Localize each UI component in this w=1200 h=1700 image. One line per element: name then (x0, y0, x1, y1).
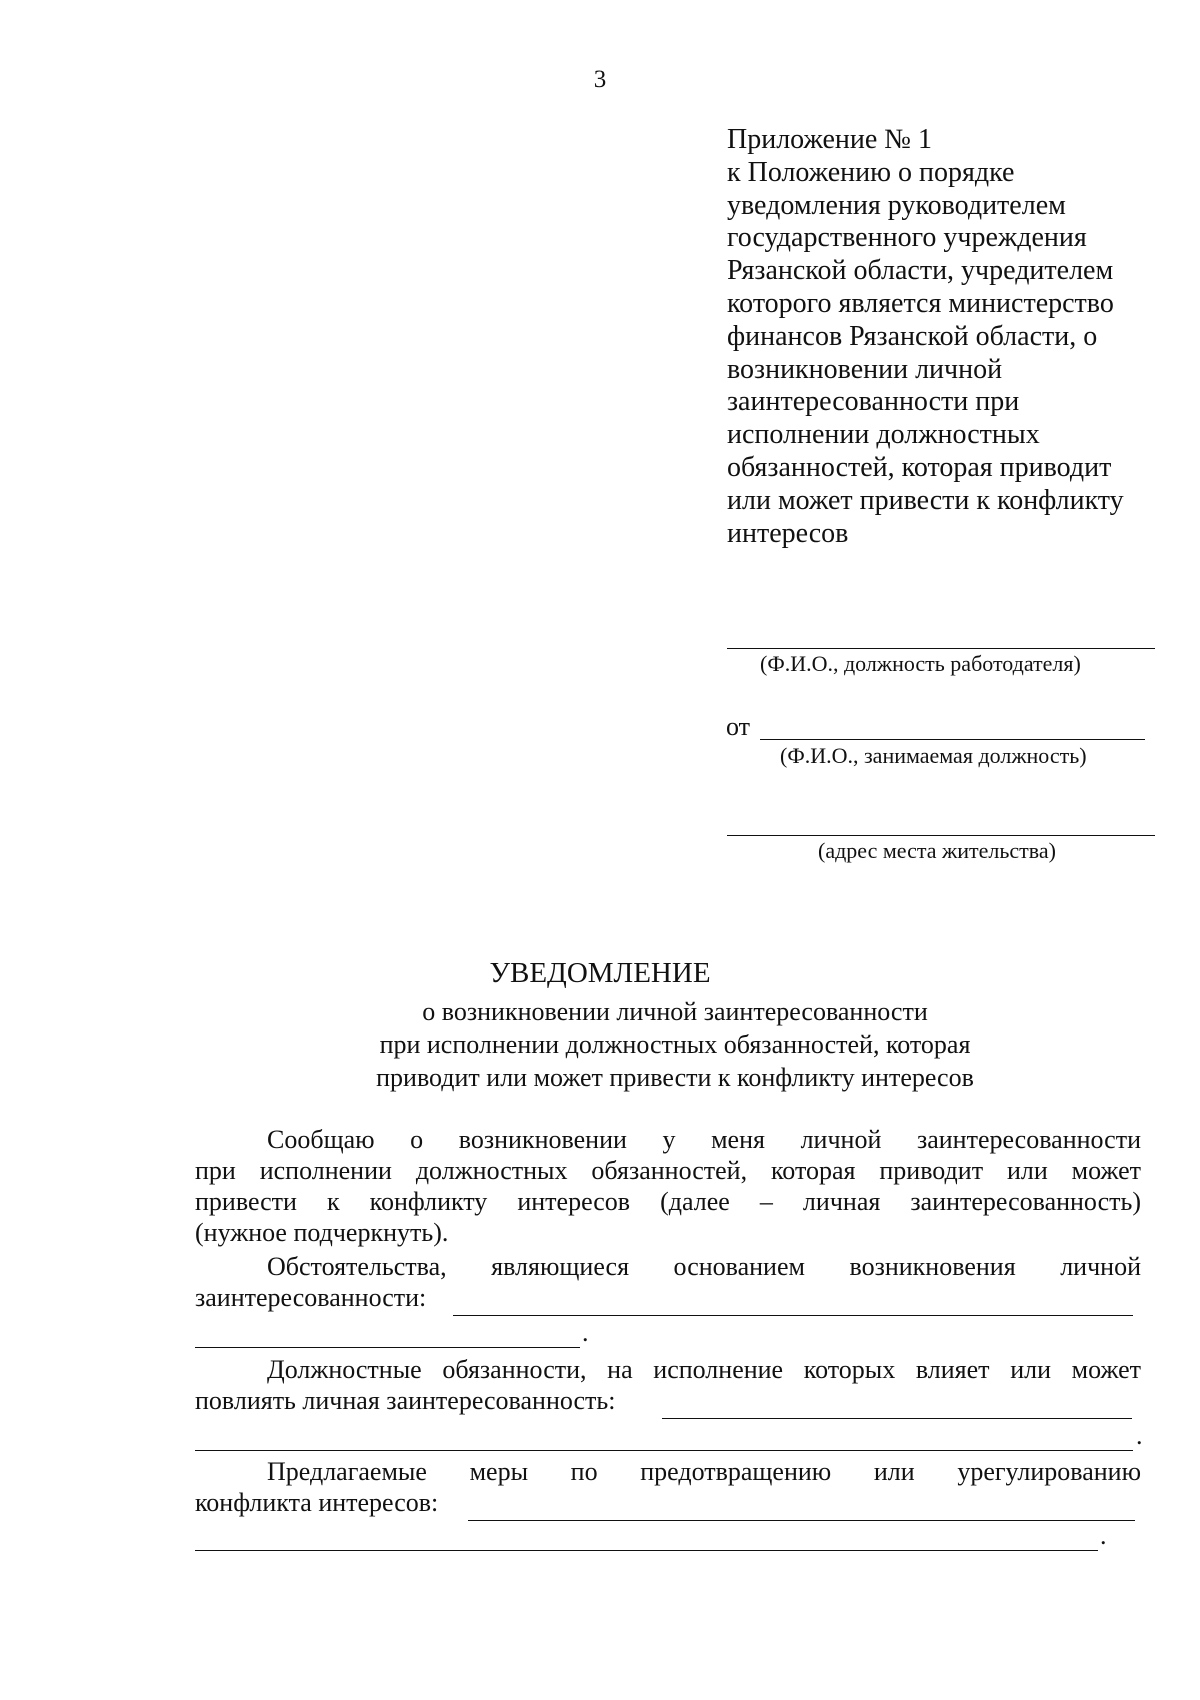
period: . (1100, 1521, 1107, 1550)
body-paragraph-line: (нужное подчеркнуть). (195, 1218, 449, 1247)
appendix-line: обязанностей, которая приводит (727, 451, 1112, 483)
address-blank[interactable] (727, 835, 1155, 836)
appendix-line: уведомления руководителем (727, 189, 1066, 221)
duties-label: Должностные обязанности, на исполнение которых влияет или может (267, 1355, 1141, 1384)
appendix-line: к Положению о порядке (727, 156, 1015, 188)
period: . (1136, 1421, 1143, 1450)
appendix-line: которого является министерство (727, 287, 1114, 319)
appendix-line: финансов Рязанской области, о (727, 320, 1098, 352)
measures-blank-cont[interactable] (195, 1550, 1098, 1551)
appendix-line: Рязанской области, учредителем (727, 255, 1114, 287)
appendix-line: государственного учреждения (727, 222, 1087, 254)
circumstances-label-cont: заинтересованности: (195, 1283, 427, 1312)
employer-caption: (Ф.И.О., должность работодателя) (760, 651, 1081, 676)
notice-subtitle-line: о возникновении личной заинтересованности (422, 997, 928, 1026)
appendix-line: заинтересованности при (727, 386, 1020, 418)
period: . (582, 1318, 589, 1347)
duties-blank-cont[interactable] (195, 1450, 1133, 1451)
notice-subtitle-line: при исполнении должностных обязанностей, которая (379, 1030, 971, 1059)
circumstances-blank-cont[interactable] (195, 1347, 580, 1348)
body-paragraph-line: при исполнении должностных обязанностей, которая приводит или может (195, 1156, 1141, 1185)
measures-label: Предлагаемые меры по предотвращению или урегулированию (267, 1457, 1141, 1486)
appendix-line: или может привести к конфликту (727, 484, 1124, 516)
measures-blank[interactable] (468, 1520, 1135, 1521)
notice-subtitle-line: приводит или может привести к конфликту интересов (376, 1063, 974, 1092)
address-caption: (адрес места жительства) (818, 838, 1056, 863)
circumstances-blank[interactable] (453, 1315, 1133, 1316)
from-label: от (726, 712, 751, 741)
duties-blank[interactable] (662, 1418, 1132, 1419)
appendix-header (727, 124, 1167, 550)
employer-name-blank[interactable] (727, 648, 1155, 649)
appendix-line: Приложение № 1 (727, 124, 932, 155)
appendix-line: исполнении должностных (727, 419, 1040, 451)
body-paragraph-line: Сообщаю о возникновении у меня личной заинтересованности (267, 1125, 1141, 1154)
sender-caption: (Ф.И.О., занимаемая должность) (780, 743, 1087, 768)
notice-title: УВЕДОМЛЕНИЕ (489, 957, 711, 989)
body-paragraph-line: привести к конфликту интересов (далее – личная заинтересованность) (195, 1187, 1141, 1216)
circumstances-label: Обстоятельства, являющиеся основанием возникновения личной (267, 1252, 1141, 1281)
appendix-line: возникновении личной (727, 353, 1003, 385)
measures-label-cont: конфликта интересов: (195, 1488, 439, 1517)
appendix-line: интересов (727, 517, 849, 549)
duties-label-cont: повлиять личная заинтересованность: (195, 1386, 616, 1415)
sender-name-blank[interactable] (760, 739, 1145, 740)
page-number: 3 (593, 66, 607, 93)
